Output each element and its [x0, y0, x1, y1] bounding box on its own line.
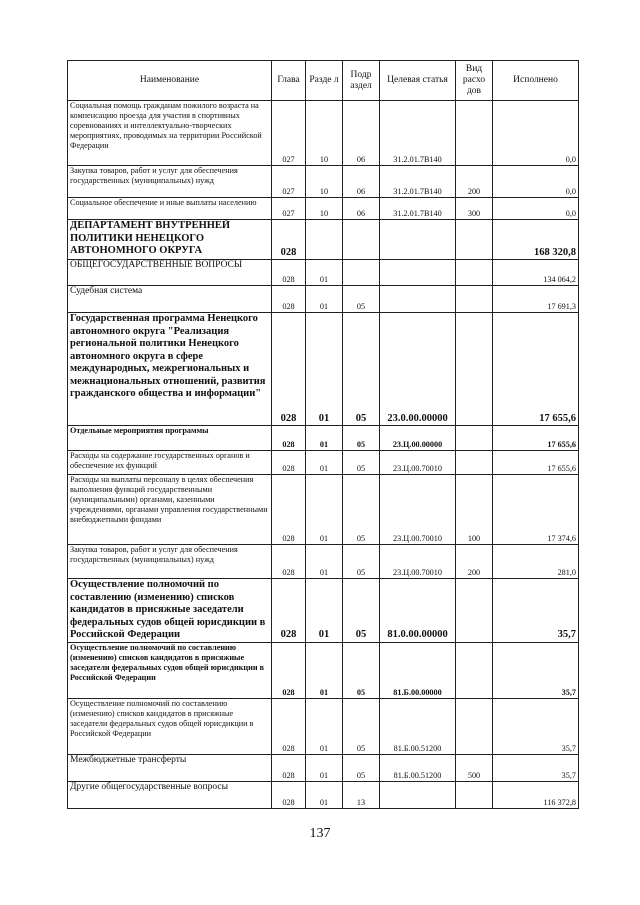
budget-table [67, 60, 579, 809]
row-name: Расходы на выплаты персоналу в целях обеспечения выполнения функций государственными (муниципальными) органами, казенными учреждениями, органами управления государственными внебюджетными фондами [68, 475, 272, 545]
row-value: 35,7 [493, 698, 579, 754]
row-target: 23.Ц.00.00000 [380, 426, 456, 451]
row-section: 01 [306, 313, 343, 426]
row-type [456, 579, 493, 643]
row-type [456, 101, 493, 166]
row-name: Закупка товаров, работ и услуг для обеспечения государственных (муниципальных) нужд [68, 545, 272, 579]
row-subsection: 05 [343, 426, 380, 451]
row-section: 01 [306, 475, 343, 545]
header-target: Целевая статья [380, 61, 456, 101]
row-subsection: 13 [343, 781, 380, 808]
row-section: 01 [306, 260, 343, 286]
row-type: 100 [456, 475, 493, 545]
row-name: Осуществление полномочий по составлению (изменению) списков кандидатов в присяжные заседатели федеральных судов общей юрисдикции в Российской Федерации [68, 698, 272, 754]
row-value: 17 655,6 [493, 426, 579, 451]
row-chapter: 027 [272, 101, 306, 166]
header-executed: Исполнено [493, 61, 579, 101]
row-value: 35,7 [493, 754, 579, 781]
row-section: 10 [306, 101, 343, 166]
table-row [68, 451, 579, 475]
row-section: 01 [306, 781, 343, 808]
row-subsection: 05 [343, 754, 380, 781]
row-chapter: 028 [272, 642, 306, 698]
row-value: 35,7 [493, 579, 579, 643]
row-subsection [343, 220, 380, 260]
row-section: 01 [306, 286, 343, 313]
row-subsection: 05 [343, 642, 380, 698]
row-value: 17 691,3 [493, 286, 579, 313]
header-expense-type: Вид расхо дов [456, 61, 493, 101]
row-target [380, 781, 456, 808]
table-row [68, 166, 579, 198]
row-type [456, 426, 493, 451]
row-subsection: 05 [343, 579, 380, 643]
row-subsection: 06 [343, 198, 380, 220]
row-type [456, 642, 493, 698]
row-type: 300 [456, 198, 493, 220]
row-subsection: 05 [343, 313, 380, 426]
table-row [68, 781, 579, 808]
row-type [456, 781, 493, 808]
row-name: Осуществление полномочий по составлению (изменению) списков кандидатов в присяжные заседатели федеральных судов общей юрисдикции в Российской Федерации [68, 642, 272, 698]
row-section: 01 [306, 579, 343, 643]
row-subsection [343, 260, 380, 286]
row-value: 116 372,8 [493, 781, 579, 808]
row-chapter: 028 [272, 754, 306, 781]
row-subsection: 05 [343, 286, 380, 313]
row-name: Межбюджетные трансферты [68, 754, 272, 781]
row-chapter: 028 [272, 313, 306, 426]
row-chapter: 028 [272, 781, 306, 808]
page-number: 137 [309, 826, 331, 841]
row-value: 17 374,6 [493, 475, 579, 545]
row-chapter: 027 [272, 198, 306, 220]
row-name: ОБЩЕГОСУДАРСТВЕННЫЕ ВОПРОСЫ [68, 260, 272, 286]
row-target [380, 260, 456, 286]
table-row [68, 260, 579, 286]
row-chapter: 028 [272, 260, 306, 286]
row-type [456, 313, 493, 426]
row-chapter: 028 [272, 286, 306, 313]
table-row [68, 286, 579, 313]
row-type: 200 [456, 545, 493, 579]
row-type: 200 [456, 166, 493, 198]
row-value: 281,0 [493, 545, 579, 579]
table-row [68, 545, 579, 579]
row-target: 31.2.01.7В140 [380, 101, 456, 166]
row-chapter: 028 [272, 220, 306, 260]
row-value: 0,0 [493, 101, 579, 166]
row-type [456, 260, 493, 286]
row-name: Социальная помощь гражданам пожилого возраста на компенсацию проезда для участия в спортивных соревнованиях и интеллектуально-творческих мероприятиях, проводимых на территории Российской Федерации [68, 101, 272, 166]
row-type [456, 451, 493, 475]
row-value: 134 064,2 [493, 260, 579, 286]
row-target: 81.0.00.00000 [380, 579, 456, 643]
row-chapter: 028 [272, 426, 306, 451]
table-row [68, 198, 579, 220]
row-type: 500 [456, 754, 493, 781]
table-row [68, 579, 579, 643]
row-target: 81.Б.00.00000 [380, 642, 456, 698]
row-section: 01 [306, 426, 343, 451]
row-type [456, 220, 493, 260]
row-chapter: 028 [272, 451, 306, 475]
row-value: 0,0 [493, 166, 579, 198]
row-section: 01 [306, 545, 343, 579]
table-row [68, 698, 579, 754]
row-value: 17 655,6 [493, 451, 579, 475]
row-name: Осуществление полномочий по составлению (изменению) списков кандидатов в присяжные заседатели федеральных судов общей юрисдикции в Российской Федерации [68, 579, 272, 643]
row-chapter: 027 [272, 166, 306, 198]
header-name: Наименование [68, 61, 272, 101]
row-chapter: 028 [272, 545, 306, 579]
row-subsection: 05 [343, 545, 380, 579]
row-name: Социальное обеспечение и иные выплаты населению [68, 198, 272, 220]
row-section: 01 [306, 698, 343, 754]
row-target: 23.0.00.00000 [380, 313, 456, 426]
row-name: ДЕПАРТАМЕНТ ВНУТРЕННЕЙ ПОЛИТИКИ НЕНЕЦКОГО АВТОНОМНОГО ОКРУГА [68, 220, 272, 260]
row-target [380, 220, 456, 260]
row-target: 31.2.01.7В140 [380, 198, 456, 220]
row-section: 01 [306, 451, 343, 475]
row-subsection: 06 [343, 166, 380, 198]
row-value: 35,7 [493, 642, 579, 698]
row-section: 10 [306, 166, 343, 198]
table-row [68, 313, 579, 426]
row-subsection: 06 [343, 101, 380, 166]
row-subsection: 05 [343, 698, 380, 754]
row-value: 17 655,6 [493, 313, 579, 426]
row-name: Государственная программа Ненецкого автономного округа "Реализация региональной политики Ненецкого автономного округа в сфере международных, межрегиональных и межнациональных отношений, развития гражданского общества и информации" [68, 313, 272, 426]
row-target: 23.Ц.00.70010 [380, 451, 456, 475]
table-row [68, 642, 579, 698]
row-chapter: 028 [272, 475, 306, 545]
row-subsection: 05 [343, 451, 380, 475]
row-value: 168 320,8 [493, 220, 579, 260]
table-header-row [68, 61, 579, 101]
table-row [68, 220, 579, 260]
row-type [456, 286, 493, 313]
row-type [456, 698, 493, 754]
row-chapter: 028 [272, 579, 306, 643]
row-target: 23.Ц.00.70010 [380, 545, 456, 579]
row-name: Отдельные мероприятия программы [68, 426, 272, 451]
table-row [68, 754, 579, 781]
row-section [306, 220, 343, 260]
row-name: Закупка товаров, работ и услуг для обеспечения государственных (муниципальных) нужд [68, 166, 272, 198]
row-subsection: 05 [343, 475, 380, 545]
row-name: Судебная система [68, 286, 272, 313]
row-section: 10 [306, 198, 343, 220]
row-name: Другие общегосударственные вопросы [68, 781, 272, 808]
row-section: 01 [306, 754, 343, 781]
row-target: 81.Б.00.51200 [380, 698, 456, 754]
table-row [68, 475, 579, 545]
header-section: Разде л [306, 61, 343, 101]
table-row [68, 101, 579, 166]
header-subsection: Подр аздел [343, 61, 380, 101]
header-chapter: Глава [272, 61, 306, 101]
row-target: 23.Ц.00.70010 [380, 475, 456, 545]
table-row [68, 426, 579, 451]
row-section: 01 [306, 642, 343, 698]
row-chapter: 028 [272, 698, 306, 754]
row-target: 31.2.01.7В140 [380, 166, 456, 198]
row-value: 0,0 [493, 198, 579, 220]
row-target: 81.Б.00.51200 [380, 754, 456, 781]
row-name: Расходы на содержание государственных органов и обеспечение их функций [68, 451, 272, 475]
row-target [380, 286, 456, 313]
